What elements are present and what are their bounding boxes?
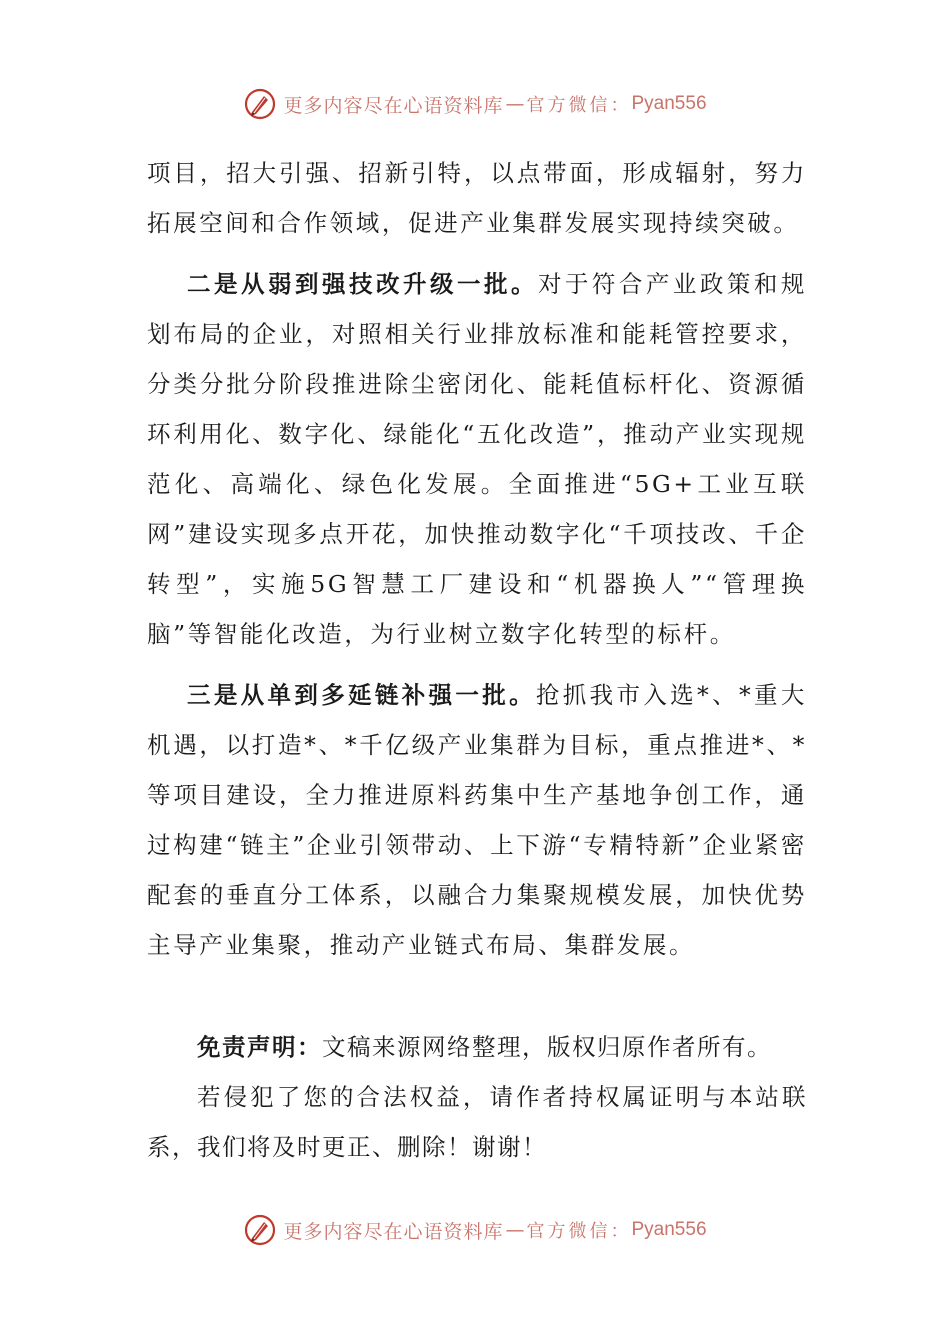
disclaimer-text-2: 若侵犯了您的合法权益，请作者持权属证明与本站联系，我们将及时更正、删除！谢谢！ xyxy=(147,1083,807,1161)
pen-nib-circle-icon xyxy=(243,87,277,121)
header-banner xyxy=(0,80,950,128)
paragraph-3-heading: 三是从单到多延链补强一批。 xyxy=(187,681,536,709)
banner-dash: — xyxy=(505,93,525,115)
disclaimer-label: 免责声明： xyxy=(197,1033,322,1061)
paragraph-2-text: 对于符合产业政策和规划布局的企业，对照相关行业排放标准和能耗管控要求，分类分批分阶段推进除尘密闭化、能耗值标杆化、资源循环利用化、数字化、绿能化“五化改造”，推动产业实现规范化、高端化、绿色化发展。全面推进“5G+工业互联网”建设实现多点开花，加快推动数字化“千项技改、千企转型”，实施5G智慧工厂建设和“机器换人”“管理换脑”等智能化改造，为行业树立数字化转型的标杆。 xyxy=(147,270,807,648)
paragraph-3-text: 抢抓我市入选*、*重大机遇，以打造*、*千亿级产业集群为目标，重点推进*、*等项目建设，全力推进原料药集中生产基地争创工作，通过构建“链主”企业引领带动、上下游“专精特新”企业紧密配套的垂直分工体系，以融合力集聚规模发展，加快优势主导产业集聚，推动产业链式布局、集群发展。 xyxy=(147,681,807,959)
disclaimer-line-1 xyxy=(147,1022,807,1072)
footer-banner xyxy=(0,1206,950,1254)
banner-text: 更多内容尽在心语资料库 xyxy=(283,94,504,117)
paragraph-2-heading: 二是从弱到强技改升级一批。 xyxy=(187,270,538,298)
banner-wechat-id: Pyan556 xyxy=(631,1219,707,1240)
paragraph-3 xyxy=(147,670,807,970)
banner-text: 更多内容尽在心语资料库 xyxy=(283,1220,504,1243)
disclaimer-text-1: 文稿来源网络整理，版权归原作者所有。 xyxy=(322,1033,772,1061)
pen-nib-circle-icon xyxy=(243,1213,277,1247)
paragraph-1 xyxy=(147,148,807,248)
banner-wechat-id: Pyan556 xyxy=(631,93,707,114)
banner-wechat-label: 官方微信： xyxy=(526,1221,632,1242)
banner-wechat-label: 官方微信： xyxy=(526,95,632,116)
disclaimer-line-2 xyxy=(147,1072,807,1172)
paragraph-2 xyxy=(147,259,807,659)
document-body xyxy=(147,148,807,1172)
banner-dash: — xyxy=(505,1219,525,1241)
paragraph-1-text: 项目，招大引强、招新引特，以点带面，形成辐射，努力拓展空间和合作领域，促进产业集群发展实现持续突破。 xyxy=(147,159,807,237)
